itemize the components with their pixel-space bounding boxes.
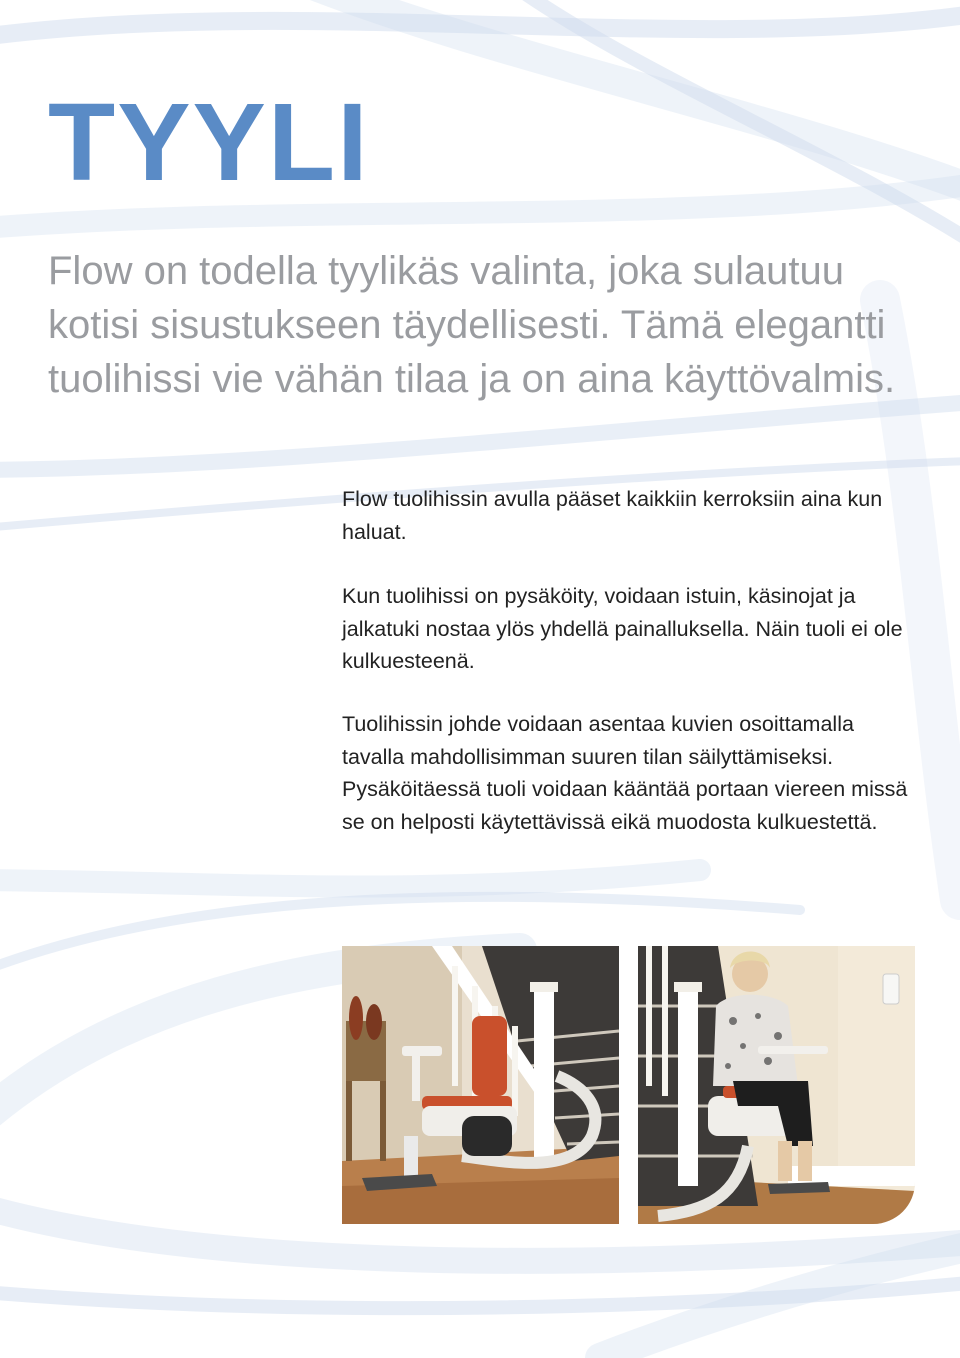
paragraph-1: Flow tuolihissin avulla pääset kaikkiin kerroksiin aina kun haluat. [342,487,883,544]
stairlift-photo-seated [638,946,915,1224]
page-title: TYYLI [48,81,370,204]
stairlift-photo-empty [342,946,619,1224]
intro-text: Flow on todella tyylikäs valinta, joka sulautuu kotisi sisustukseen täydellisesti. Tämä elegantti tuolihissi vie vähän tilaa ja on aina käyttövalmis. [48,249,896,401]
paragraph-3: Tuolihissin johde voidaan asentaa kuvien osoittamalla tavalla mahdollisimman suuren tilan säilyttämiseksi. Pysäköitäessä tuoli voidaan kääntää portaan viereen missä se on helposti käytettävissä eikä muodosta kulkuestettä. [342,712,908,834]
paragraph-2: Kun tuolihissi on pysäköity, voidaan istuin, käsinojat ja jalkatuki nostaa ylös yhdellä painalluksella. Näin tuoli ei ole kulkuesteenä. [342,584,903,673]
